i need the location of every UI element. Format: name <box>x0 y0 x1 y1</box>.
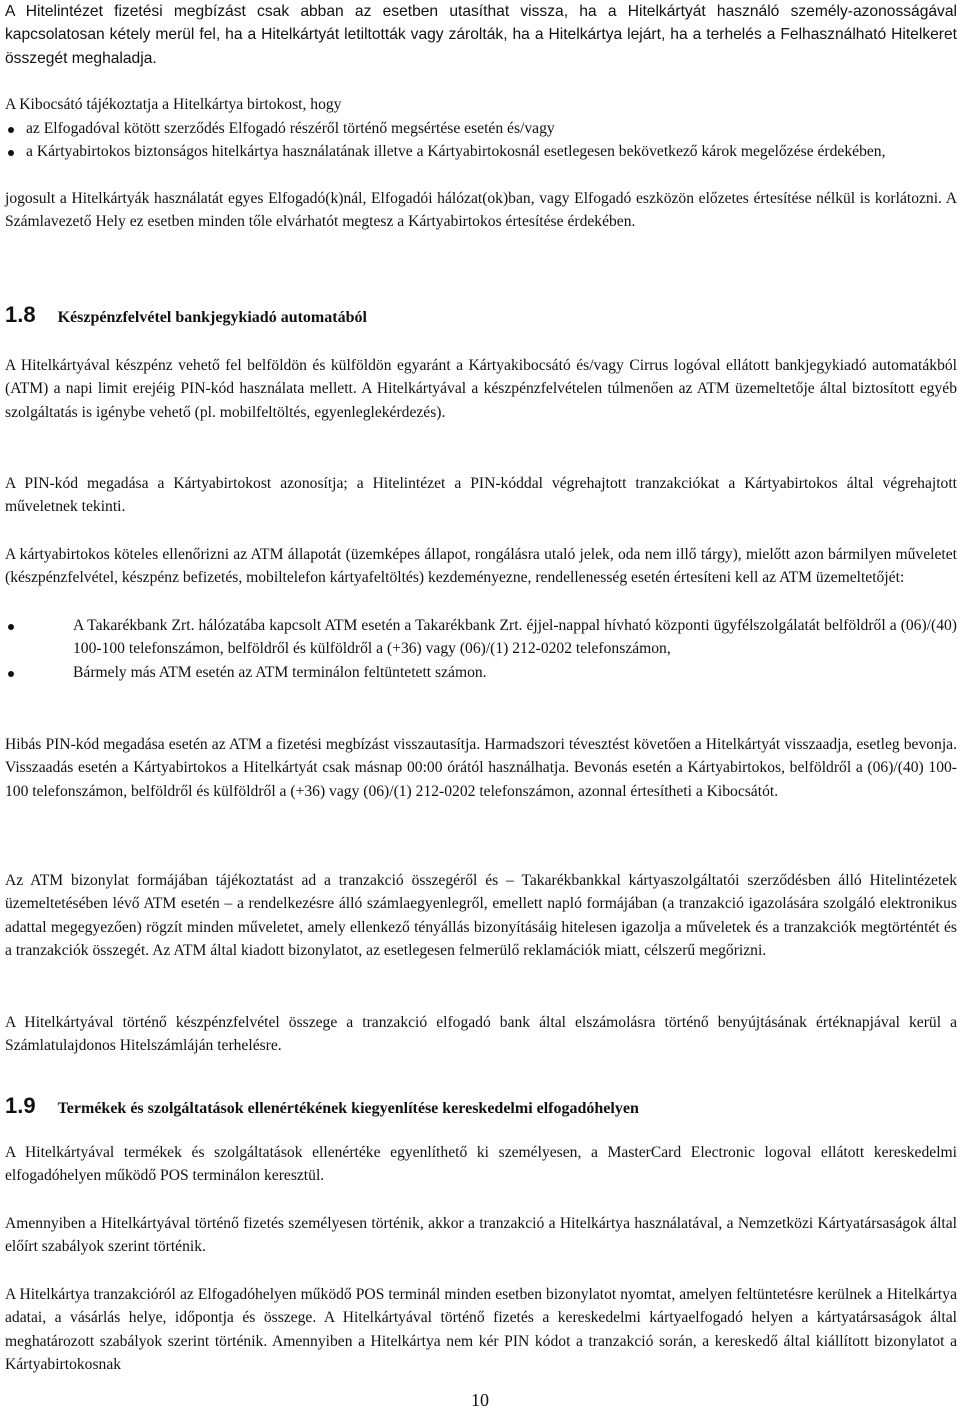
bullet-icon <box>8 671 14 677</box>
paragraph-wrong-pin: Hibás PIN-kód megadása esetén az ATM a fizetési megbízást visszautasítja. Harmadszori tévesztést követően a Hitelkártyát visszaadja, esetleg bevonja. Visszaadás esetén a Kártyabirtokos a Hitelkártyát csak másnap 00:00 órától használhatja. Bevonás esetén a Kártyabirtokos, belföldről a (06)/(40) 100-100 telefonszámon, belföldről és külföldről a (+36) vagy (06)/(1) 212-0202 telefonszámon, azonnal értesítheti a Kibocsátót. <box>5 736 957 800</box>
page-number: 10 <box>471 1390 489 1410</box>
section-title: Termékek és szolgáltatások ellenértékének kiegyenlítése kereskedelmi elfogadóhelyen <box>57 1100 639 1117</box>
section-heading-1-9 <box>5 1093 639 1119</box>
paragraph-pin: A PIN-kód megadása a Kártyabirtokost azonosítja; a Hitelintézet a PIN-kóddal végrehajtott tranzakciókat a Kártyabirtokos által végrehajtott műveletnek tekinti. <box>5 475 957 516</box>
section-heading-1-8 <box>5 302 367 328</box>
issuer-info-list <box>5 117 957 140</box>
paragraph-atm-check: A kártyabirtokos köteles ellenőrizni az ATM állapotát (üzemképes állapot, rongálásra utaló jelek, oda nem illő tárgy), mielőtt azon bármilyen műveletet (készpénzfelvétel, készpénz befizetés, mobiltelefon kártyafeltöltés) kezdeményezne, rendellenesség esetén értesíteni kell az ATM üzemeltetőjét: <box>5 546 957 587</box>
list-item: a Kártyabirtokos biztonságos hitelkártya használatának illetve a Kártyabirtokosnál esetlegesen bekövetkező károk megelőzése érdekében, <box>5 140 957 163</box>
list-item: A Takarékbank Zrt. hálózatába kapcsolt ATM esetén a Takarékbank Zrt. éjjel-nappal hívható központi ügyfélszolgálatát belföldről a (06)/(40) 100-100 telefonszámon, belföldről és külföldről a (+36) vagy (06)/(1) 212-0202 telefonszámon, <box>5 614 957 661</box>
bullet-icon <box>8 127 14 133</box>
paragraph-atm-receipt: Az ATM bizonylat formájában tájékoztatást ad a tranzakció összegéről és – Takarékbankkal kártyaszolgáltatói szerződésben álló Hitelintézetek üzemeltetésében lévő ATM esetén – a rendelkezésre álló számlaegyenlegről, emellett napló formájában (a tranzakció igazolására szolgáló elektronikus adattal megegyezően) rögzít minden műveletet, amely ellenkező tényállás bizonyításáig hitelesen igazolja a műveletek és a tranzakciók megtörténtét és a tranzakciók összegét. Az ATM által kiadott bizonylatot, az esetlegesen felmerülő reklamációk miatt, célszerű megőrizni. <box>5 872 957 960</box>
section-title: Készpénzfelvétel bankjegykiadó automatából <box>57 309 367 326</box>
intro-paragraph: A Hitelintézet fizetési megbízást csak abban az esetben utasíthat vissza, ha a Hitelkártyát használó személy-azonosságával kapcsolatosan kétely merül fel, ha a Hitelkártyát letiltották vagy zárolták, ha a Hitelkártya lejárt, ha a terhelés a Felhasználható Hitelkeret összegét meghaladja. <box>5 3 957 67</box>
paragraph-pos-payment: A Hitelkártyával termékek és szolgáltatások ellenértéke egyenlíthető ki személyesen, a MasterCard Electronic logoval ellátott kereskedelmi elfogadóhelyen működő POS terminálon keresztül. <box>5 1144 957 1185</box>
list-item: az Elfogadóval kötött szerződés Elfogadó részéről történő megsértése esetén és/vagy <box>5 117 957 140</box>
paragraph-personal-payment: Amennyiben a Hitelkártyával történő fizetés személyesen történik, akkor a tranzakció a Hitelkártya használatával, a Nemzetközi Kártyatársaságok által előírt szabályok szerint történik. <box>5 1215 957 1256</box>
paragraph-cash-debit: A Hitelkártyával történő készpénzfelvétel összege a tranzakció elfogadó bank által elszámolásra történő benyújtásának értéknapjával kerül a Számlatulajdonos Hitelszámláján terhelésre. <box>5 1014 957 1055</box>
bullet-icon <box>8 624 14 630</box>
paragraph-atm-withdrawal: A Hitelkártyával készpénz vehető fel belföldön és külföldön egyaránt a Kártyakibocsátó és/vagy Cirrus logóval ellátott bankjegykiadó automatákból (ATM) a napi limit erejéig PIN-kód használata mellett. A Hitelkártyával a készpénzfelvételen túlmenően az ATM üzemeltetője által biztosított egyéb szolgáltatás is igénybe vehető (pl. mobilfeltöltés, egyenleglekérdezés). <box>5 357 957 421</box>
issuer-info-intro: A Kibocsátó tájékoztatja a Hitelkártya birtokost, hogy <box>5 96 342 113</box>
section-number: 1.9 <box>5 1093 36 1118</box>
issuer-info-after: jogosult a Hitelkártyák használatát egyes Elfogadó(k)nál, Elfogadói hálózat(ok)ban, vagy Elfogadó eszközön előzetes értesítése nélkül is korlátozni. A Számlavezető Hely ez esetben minden tőle elvárhatót megtesz a Kártyabirtokos értesítése érdekében. <box>5 190 957 231</box>
bullet-icon <box>8 150 14 156</box>
list-item: Bármely más ATM esetén az ATM terminálon feltüntetett számon. <box>5 661 957 684</box>
atm-contact-list <box>5 614 957 684</box>
paragraph-pos-receipt: A Hitelkártya tranzakcióról az Elfogadóhelyen működő POS terminál minden esetben bizonylatot nyomtat, amelyen feltüntetésre kerülnek a Hitelkártya adatai, a vásárlás helye, időpontja és összege. A Hitelkártyával történő fizetés a kereskedelmi kártyaelfogadó helyen a kártyatársaságok által meghatározott szabályok szerint történik. Amennyiben a Hitelkártya nem kér PIN kódot a tranzakció során, a kereskedő által kiállított bizonylatot a Kártyabirtokosnak <box>5 1286 957 1374</box>
section-number: 1.8 <box>5 302 36 327</box>
